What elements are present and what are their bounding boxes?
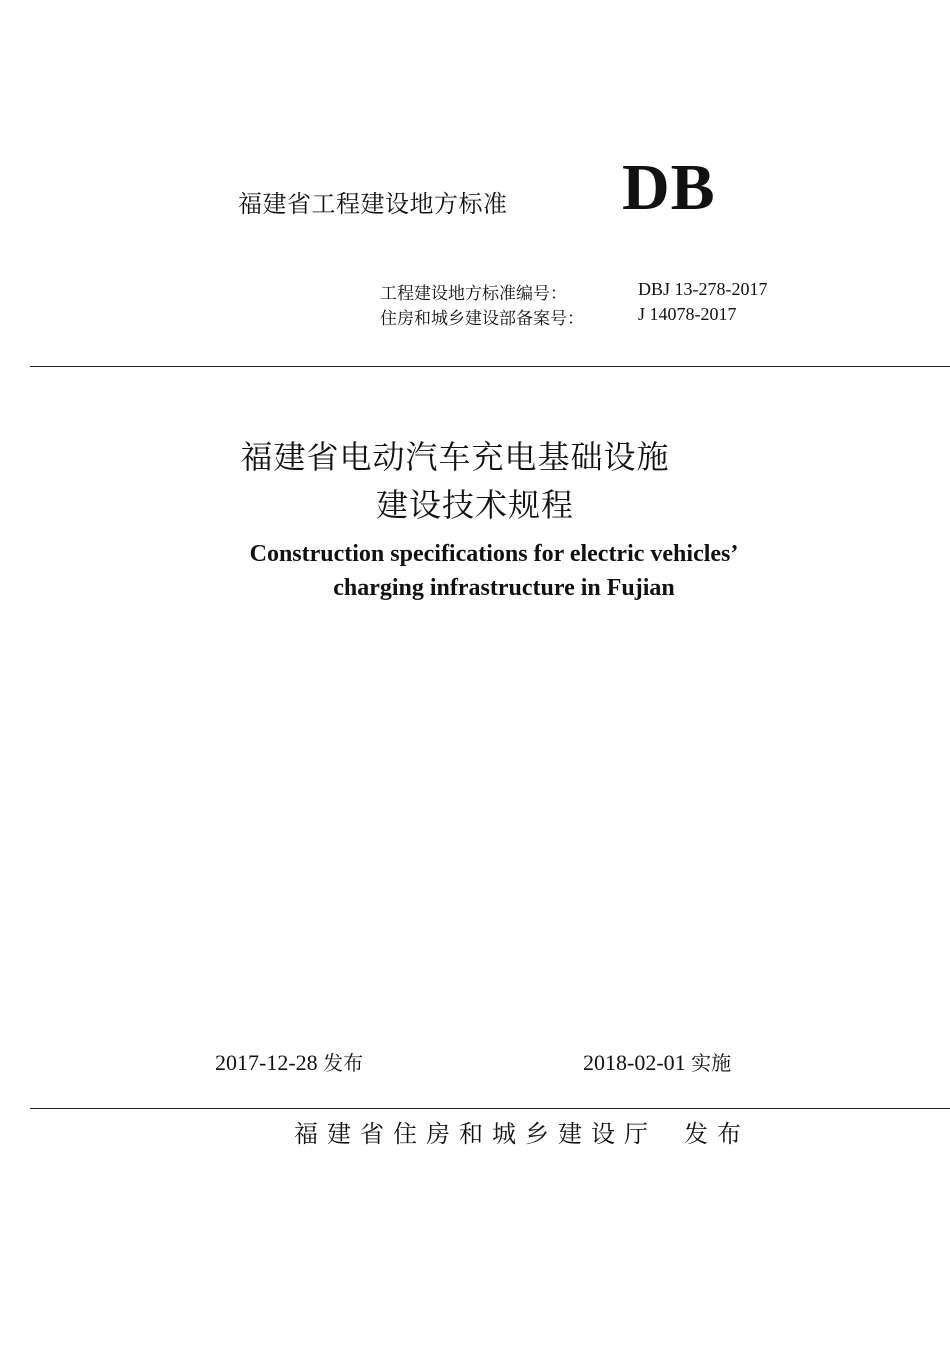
title-chinese-line-2: 建设技术规程 (375, 486, 574, 524)
standard-number-value: DBJ 13-278-2017 (638, 279, 768, 299)
title-english-line-2: charging infrastructure in Fujian (333, 575, 675, 601)
issue-date-block (215, 1047, 363, 1076)
implement-date: 2018-02-01 (583, 1050, 686, 1075)
record-number-value: J 14078-2017 (638, 304, 737, 324)
title-chinese-line-1: 福建省电动汽车充电基础设施 (240, 438, 670, 476)
implement-date-block (583, 1047, 731, 1076)
standard-number-label: 工程建设地方标准编号： (380, 284, 567, 304)
title-english-line-1: Construction specifications for electric vehicles’ (249, 541, 739, 567)
issuing-action: 发布 (684, 1120, 750, 1148)
bottom-divider (30, 1108, 950, 1109)
issuing-authority: 福建省住房和城乡建设厅 (294, 1120, 657, 1148)
standard-category: 福建省工程建设地方标准 (238, 190, 508, 218)
db-mark: DB (622, 151, 716, 224)
top-divider (30, 366, 950, 367)
issue-word: 发布 (323, 1051, 364, 1075)
record-number-label: 住房和城乡建设部备案号： (380, 309, 584, 329)
implement-word: 实施 (691, 1051, 732, 1075)
issue-date: 2017-12-28 (215, 1050, 318, 1075)
